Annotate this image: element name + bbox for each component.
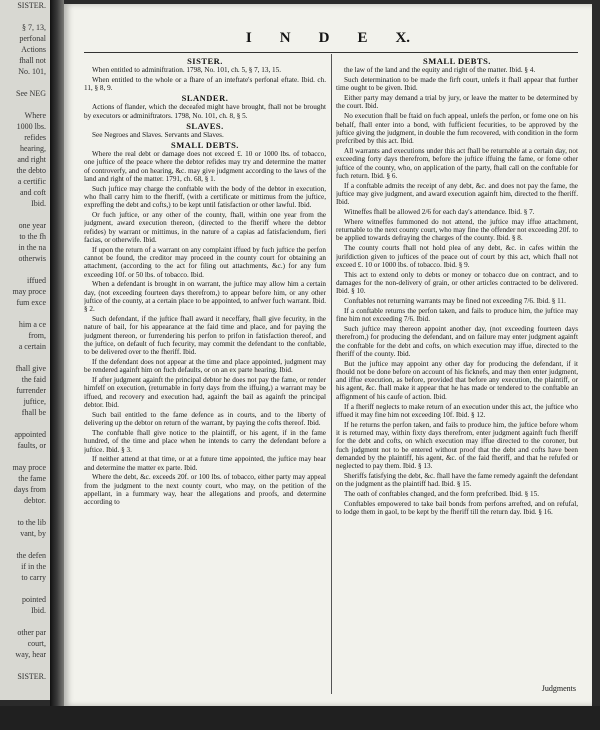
entry-text: If after judgment againft the principal debtor he does not pay the fame, or render himfelf on execution, (returnable in forty days from the iffuing,) a warrant may be iffued, and recovery and execution had, againft the bail as againft the principal debtor. Ibid. <box>84 376 326 410</box>
entry-text: No execution fhall be ftaid on fuch appeal, unlefs the perfon, or fome one on his behalf, fhall enter into a bond, with fufficient fecurities, to be approved by the juftice giving the judgment, in double the fum recovered, with condition in the form prefcribed by this act. Ibid. <box>336 112 578 146</box>
prev-page-fragment: Ibid. <box>31 606 46 615</box>
entry-text: Conftables not returning warrants may be fined not exceeding 7/6. Ibid. § 11. <box>344 297 566 306</box>
entry-text: Witneffes fhall be allowed 2/6 for each day's attendance. Ibid. § 7. <box>344 208 535 217</box>
prev-page-fragment <box>0 660 50 671</box>
column-divider <box>331 54 332 694</box>
entry-text: If upon the return of a warrant on any complaint iffued by fuch juftice the perfon cannot be found, the creditor may proceed in the county court for obtaining an attachment, (according to the act for filing out attachments, &c.) for any fum exceeding 10f. or 50 lbs. of tobacco. Ibid. <box>84 245 326 279</box>
prev-page-fragment <box>0 506 50 517</box>
header-letter: D <box>318 30 330 46</box>
prev-page-fragment <box>0 77 50 88</box>
prev-page-fragment: to the fh <box>19 232 46 241</box>
entry-text: Conftables empowered to take bail bonds from perfons arrefted, and on refufal, to lodge them in gaol, to be kept by the fheriff till the return day. Ibid. § 16. <box>336 499 578 517</box>
entry-text: Such determination to be made the firft court, unlefs it fhall appear that further time ought to be given. Ibid. <box>336 76 578 93</box>
header-letter: X. <box>395 30 411 46</box>
entry-text: If he returns the perfon taken, and fails to produce him, the juftice before whom it is returned may, within fixty days therefrom, enter judgment againft fuch fheriff for the debt and cofts, on which execution may iffue directed to the coroner, but fuch judgment not to be entered without proof that the debt and cofts have been demanded by the plaintiff, his agent, &c. of the faid fheriff, and that he refufed or neglected to pay them. Ibid. § 13. <box>336 420 578 471</box>
prev-page-fragment: Ibid. <box>31 199 46 208</box>
page-header <box>64 30 592 47</box>
prev-page-fragment: the fame <box>18 474 46 483</box>
prev-page-fragment: hearing, <box>20 144 46 153</box>
prev-page-fragment: debtor. <box>24 496 46 505</box>
prev-page-fragment: one year <box>18 221 46 230</box>
entry-text: See Negroes and Slaves. Servants and Slaves. <box>92 130 224 139</box>
entry-text: Such bail entitled to the fame defence as in courts, and to the liberty of delivering up the debtor on return of the warrant, by paying the cofts thereof. Ibid. <box>84 410 326 428</box>
prev-page-fragment: way, hear <box>15 650 46 659</box>
prev-page-fragment: Actions <box>21 45 46 54</box>
entry-text: The oath of conftables changed, and the form prefcribed. Ibid. § 15. <box>344 490 539 499</box>
entry-text: Where witneffes fummoned do not attend, the juftice may iffue attachment, returnable to the next county court, who may fine the offender not exceeding 20f. to be applied towards defraying the charges of the county. Ibid. § 8. <box>336 217 578 243</box>
entry-text: If a conftable returns the perfon taken, and fails to produce him, the juftice may fine him not exceeding 7/6. Ibid. <box>336 306 578 324</box>
prev-page-fragment: fhall not <box>19 56 46 65</box>
prev-page-fragment: refides <box>24 133 46 142</box>
entry-text: Sheriffs fatisfying the debt, &c. fhall have the fame remedy againft the defendant on the judgment as the plaintiff had. Ibid. § 15. <box>336 471 578 489</box>
prev-page-fragment <box>0 11 50 22</box>
prev-page-fragment: pointed <box>22 595 46 604</box>
prev-page-fragment <box>0 209 50 220</box>
entry-text: If the defendant does not appear at the time and place appointed, judgment may be rendered againft him on fuch defaults, or on an ex parte hearing. Ibid. <box>84 358 326 375</box>
entry-text: But the juftice may appoint any other day for producing the defendant, if it fhould not be done before on account of his ficknefs, and may then enter judgment, and iffue execution, as before, provided that before any execution, the plaintiff, or his agent, &c. fhall make it appear that he has made or tendered to the conftable an affignment of his caufe of action. Ibid. <box>336 359 578 401</box>
prev-page-fragment: the debto <box>16 166 46 175</box>
prev-page-fragment: may proce <box>12 463 46 472</box>
prev-page-fragment: vant, by <box>20 529 46 538</box>
entry-text: Either party may demand a trial by jury, or leave the matter to be determined by the court. Ibid. <box>336 94 578 111</box>
prev-page-fragment <box>0 583 50 594</box>
entry-text: Where the debt, &c. exceeds 20f. or 100 lbs. of tobacco, either party may appeal from the judgment to the next county court, who may, on the petition of the appellant, in a fummary way, hear the allegations and proofs, and determine according to <box>84 473 326 507</box>
previous-page-margin <box>0 0 50 700</box>
prev-page-fragment: juftice, <box>23 397 46 406</box>
prev-page-fragment: § 7, 13, <box>22 23 46 32</box>
entry-text: Or fuch juftice, or any other of the county, fhall, within one year from the judgment, award execution thereon, (directed to the fheriff where the debtor refides) by warrant or mittimus, in the nature of a capias ad fatisfaciendum, fieri facias, or otherwife. Ibid. <box>84 211 326 244</box>
prev-page-fragment: furrender <box>16 386 46 395</box>
entry-text: Such juftice may thereon appoint another day, (not exceeding fourteen days therefrom,) for producing the defendant, and on failure may enter judgment againft the conftable for the debt and cofts, on which execution may iffue, directed to the fheriff of the county. Ibid. <box>336 324 578 358</box>
scan-border <box>0 706 600 730</box>
prev-page-fragment: fhall be <box>21 408 46 417</box>
prev-page-fragment: other par <box>17 628 46 637</box>
prev-page-fragment: him a ce <box>18 320 46 329</box>
entry-text: Such juftice may charge the conftable with the body of the debtor in execution, who fhall carry him to the fheriff, (with a certificate or mittimus from the juftice, expreffing the debt and cofts,) to be kept until fatisfaction or other lawful. Ibid. <box>84 184 326 210</box>
entry-text: When entitled to adminiftration. 1798, No. 101, ch. 5, § 7, 13, 15. <box>92 66 282 75</box>
prev-page-fragment: See NEG <box>16 89 46 98</box>
header-rule <box>84 52 578 53</box>
entry-text: the law of the land and the equity and right of the matter. Ibid. § 4. <box>344 66 536 75</box>
entry-text: This act to extend only to debts or money or tobacco due on contract, and to damages for the non-delivery of grain, or other articles contracted to be delivered. Ibid. § 10. <box>336 270 578 296</box>
catchword: Judgments <box>541 684 576 693</box>
prev-page-fragment: fhall give <box>15 364 46 373</box>
prev-page-fragment: court, <box>27 639 46 648</box>
prev-page-fragment <box>0 99 50 110</box>
entry-text: The conftable fhall give notice to the plaintiff, or his agent, if in the fame hundred, of the time and place when he intends to carry the defendant before a juftice. Ibid. § 3. <box>84 428 326 454</box>
right-column <box>336 56 578 696</box>
entry-text: If a fheriff neglects to make return of an execution under this act, the juftice who iffued it may fine him not exceeding 10f. Ibid. § 12. <box>336 402 578 419</box>
prev-page-fragment: and coft <box>20 188 46 197</box>
entry-text: If a conftable admits the receipt of any debt, &c. and does not pay the fame, the juftice may give judgment, and award execution againft him, directed to the fheriff. Ibid. <box>336 181 578 207</box>
prev-page-fragment: iffued <box>27 276 46 285</box>
prev-page-fragment: the faid <box>21 375 46 384</box>
entry-text: The county courts fhall not hold plea of any debt, &c. in cafes within the jurifdiction given to juftices of the peace out of court by this act, which fhall not exceed £. 10 or 1000 lbs. of tobacco. Ibid. § 9. <box>336 244 578 269</box>
prev-page-fragment <box>0 352 50 363</box>
prev-page-fragment <box>0 616 50 627</box>
prev-page-fragment: Where <box>24 111 46 120</box>
prev-page-fragment: in the na <box>18 243 46 252</box>
entry-heading: SLAVES. <box>186 120 224 131</box>
entry-text: If neither attend at that time, or at a future time appointed, the juftice may hear and determine the matter ex parte. Ibid. <box>84 455 326 472</box>
prev-page-fragment: days from <box>13 485 46 494</box>
header-letter: N <box>279 30 291 46</box>
prev-page-fragment: from, <box>28 331 46 340</box>
prev-page-fragment: No. 101, <box>18 67 46 76</box>
prev-page-fragment: appointed <box>14 430 46 439</box>
prev-page-fragment <box>0 308 50 319</box>
book-gutter <box>50 0 64 730</box>
prev-page-fragment: may proce <box>12 287 46 296</box>
prev-page-fragment: a certific <box>17 177 46 186</box>
header-letter: I <box>245 30 252 46</box>
prev-page-fragment: 1000 lbs. <box>16 122 46 131</box>
prev-page-fragment: to carry <box>21 573 46 582</box>
entry-text: When entitled to the whole or a fhare of an inteftate's perfonal eftate. Ibid. ch. 11, § 8, 9. <box>84 76 326 93</box>
prev-page-fragment: the defen <box>16 551 46 560</box>
prev-page-fragment: otherwis <box>18 254 46 263</box>
entry-heading: SMALL DEBTS. <box>171 139 239 150</box>
prev-page-fragment <box>0 451 50 462</box>
entry-text: Actions of flander, which the deceafed might have brought, fhall not be brought by executors or adminiftrators. 1798, No. 101, ch. 8, § 5. <box>84 103 326 120</box>
prev-page-fragment: if in the <box>21 562 46 571</box>
entry-heading: SISTER. <box>187 56 223 66</box>
left-column <box>84 56 326 696</box>
prev-page-fragment: fum exce <box>16 298 46 307</box>
entry-text: When a defendant is brought in on warrant, the juftice may allow him a certain day, (not exceeding fourteen days therefrom,) to appear before him, or any other juftice of the county, at a certain place to be appointed, to anfwer fuch warrant. Ibid. § 2. <box>84 280 326 314</box>
prev-page-fragment: and right <box>17 155 46 164</box>
prev-page-fragment: SISTER. <box>17 672 46 681</box>
entry-text: Where the real debt or damage does not exceed £. 10 or 1000 lbs. of tobacco, one juftice of the peace where the debtor refides may try and determine the matter of controverfy, and on hearing, &c. may give judgment according to the laws of the land and right of the matter. 1791, ch. 68, § 1. <box>84 149 326 183</box>
entry-heading: SMALL DEBTS. <box>423 56 491 66</box>
prev-page-fragment <box>0 539 50 550</box>
index-page <box>64 4 592 706</box>
entry-heading: SLANDER. <box>181 93 229 104</box>
header-letter: E <box>357 30 368 46</box>
entry-text: All warrants and executions under this act fhall be returnable at a certain day, not exceeding forty days therefrom, before the juftice iffuing the fame, or fome other juftice of the county, who, on application of the party, fhall call on the conftable for fuch return. Ibid. § 6. <box>336 146 578 180</box>
prev-page-fragment: perfonal <box>19 34 46 43</box>
prev-page-fragment <box>0 264 50 275</box>
prev-page-fragment: faults, or <box>17 441 46 450</box>
entry-text: Such defendant, if the juftice fhall award it neceffary, fhall give fecurity, in the nature of bail, for his appearance at the faid time and place, and for paying the judgment thereon, or furrendering his perfon to prifon in fatisfaction thereof, and the juftice, on default of fuch fecurity, may commit the defendant to the conftable, to be delivered over to the fheriff. Ibid. <box>84 315 326 357</box>
prev-page-fragment: to the lib <box>17 518 46 527</box>
prev-page-fragment: SISTER. <box>17 1 46 10</box>
prev-page-fragment <box>0 418 50 429</box>
prev-page-fragment: a certain <box>18 342 46 351</box>
